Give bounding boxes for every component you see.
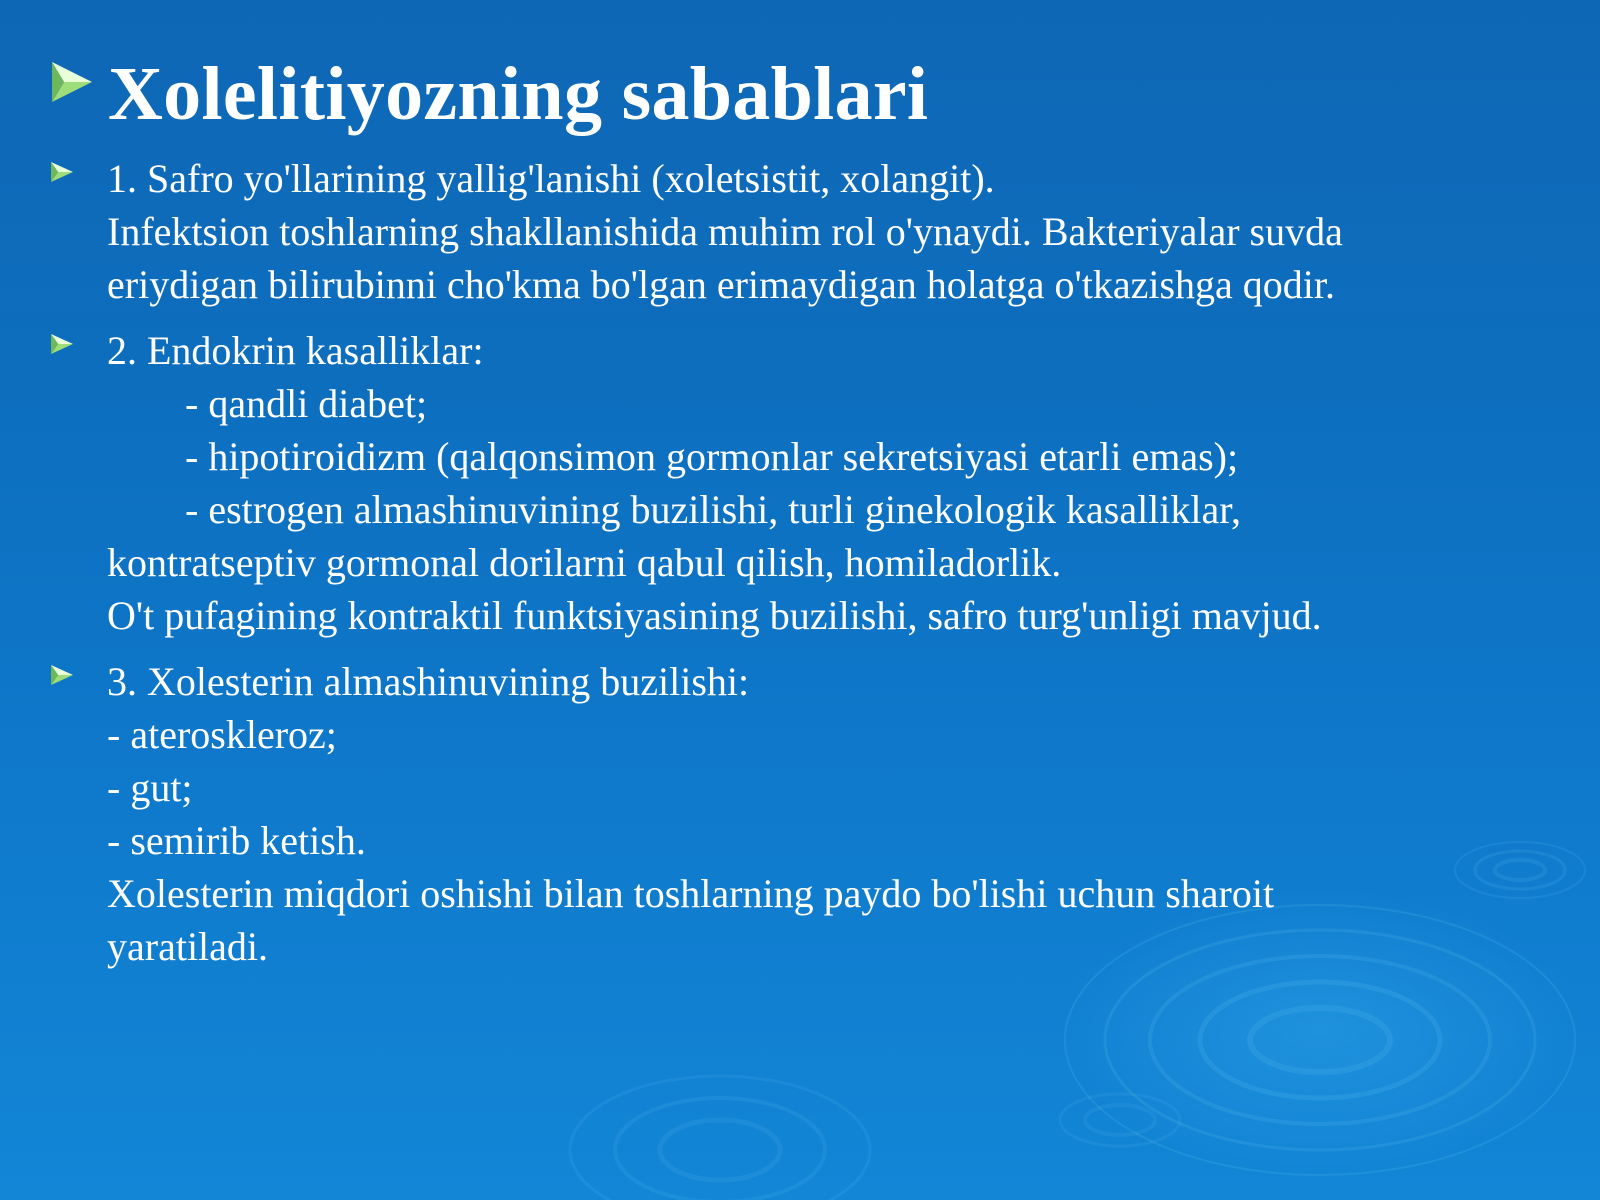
bullet-line: - gut; bbox=[107, 765, 193, 810]
arrow-bullet-icon bbox=[50, 161, 74, 183]
bullet-text bbox=[107, 655, 1547, 973]
bullet-line: 2. Endokrin kasalliklar: bbox=[107, 328, 484, 373]
bullet-line: eriydigan bilirubinni cho'kma bo'lgan erimaydigan holatga o'tkazishga qodir. bbox=[107, 262, 1335, 307]
bullet-line: - semirib ketish. bbox=[107, 818, 366, 863]
bullet-line: - ateroskleroz; bbox=[107, 712, 337, 757]
bullet-line: Infektsion toshlarning shakllanishida muhim rol o'ynaydi. Bakteriyalar suvda bbox=[107, 209, 1343, 254]
bullet-subline: - qandli diabet; bbox=[185, 381, 428, 426]
bullet-line: Xolesterin miqdori oshishi bilan toshlarning paydo bo'lishi uchun sharoit bbox=[107, 871, 1275, 916]
bullet-line: O't pufagining kontraktil funktsiyasining buzilishi, safro turg'unligi mavjud. bbox=[107, 593, 1322, 638]
bullet-text bbox=[107, 152, 1547, 311]
bullet-subline: - hipotiroidizm (qalqonsimon gormonlar sekretsiyasi etarli emas); bbox=[185, 434, 1239, 479]
bullet-line: 3. Xolesterin almashinuvining buzilishi: bbox=[107, 659, 750, 704]
arrow-bullet-icon bbox=[50, 333, 74, 355]
bullet-line: yaratiladi. bbox=[107, 924, 269, 969]
arrow-bullet-icon bbox=[50, 60, 94, 104]
arrow-bullet-icon bbox=[50, 664, 74, 686]
slide-title: Xolelitiyozning sabablari bbox=[108, 52, 929, 136]
bullet-subline: - estrogen almashinuvining buzilishi, turli ginekologik kasalliklar, bbox=[185, 487, 1241, 532]
bullet-line: kontratseptiv gormonal dorilarni qabul qilish, homiladorlik. bbox=[107, 540, 1062, 585]
bullet-text bbox=[107, 324, 1547, 642]
bullet-line: 1. Safro yo'llarining yallig'lanishi (xoletsistit, xolangit). bbox=[107, 156, 995, 201]
